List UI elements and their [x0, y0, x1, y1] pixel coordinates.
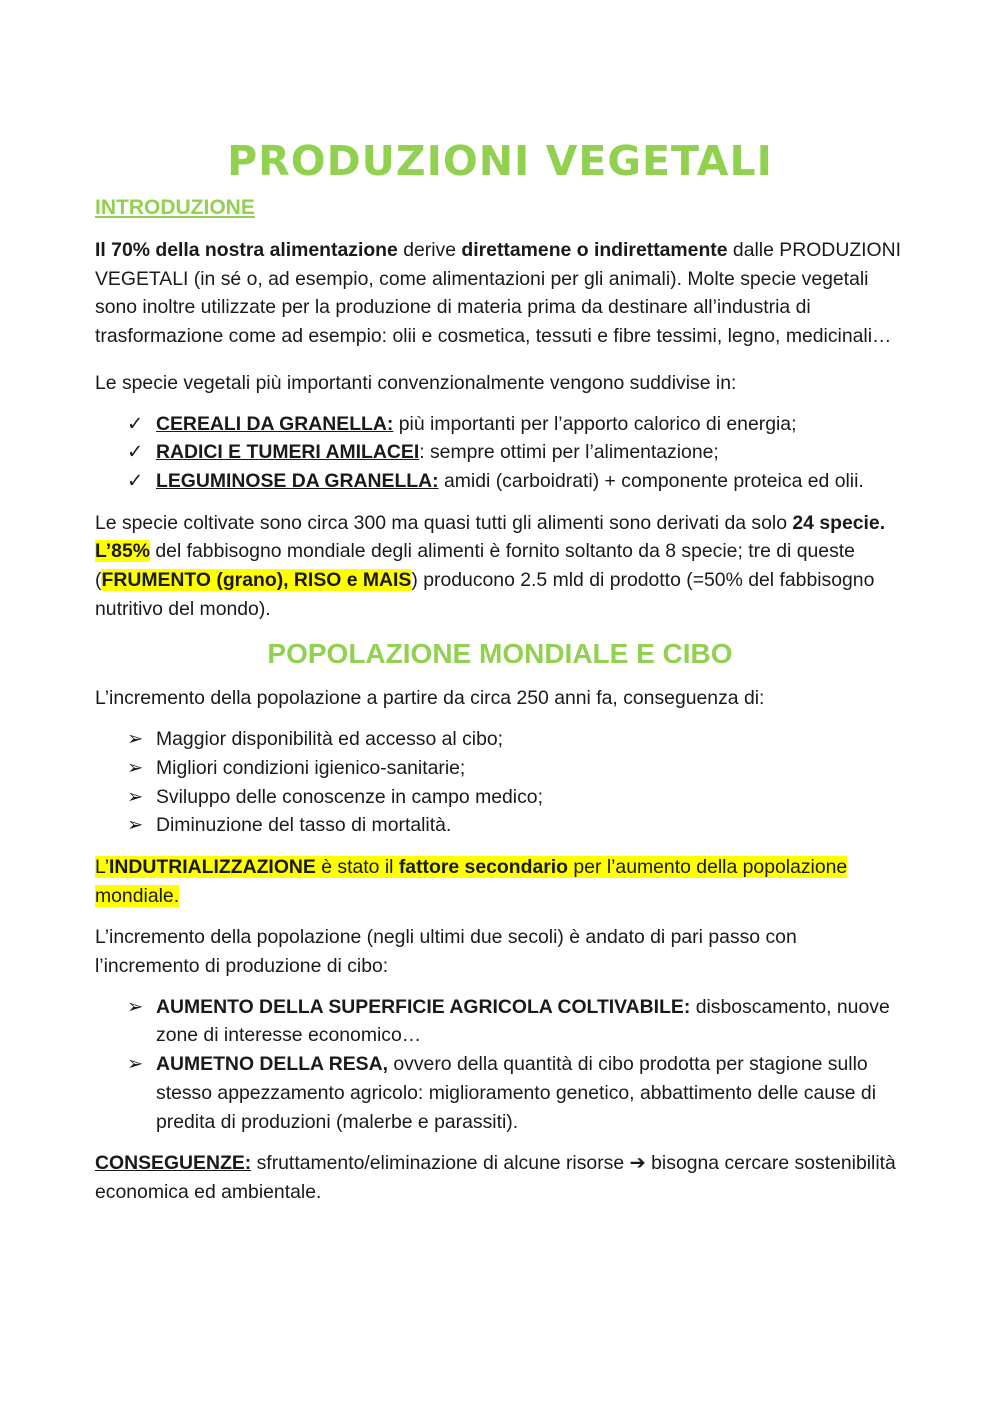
list-item-head: AUMETNO DELLA RESA, — [156, 1053, 388, 1076]
list-item-text: Migliori condizioni igienico-sanitarie; — [156, 756, 466, 779]
list-item — [127, 783, 905, 812]
highlight-crops: FRUMENTO (grano), RISO e MAIS — [101, 569, 412, 592]
arrow-bullet-icon: ➢ — [127, 995, 144, 1018]
list-item-text: disboscamento, nuove zone di interesse economico… — [156, 995, 890, 1047]
check-icon: ✓ — [127, 441, 144, 464]
list-item — [127, 993, 905, 1050]
growth-paragraph: L’incremento della popolazione (negli ultimi due secoli) è andato di pari passo con l’incremento di produzione di cibo: — [95, 926, 797, 978]
list-item-text: più importanti per l’apporto calorico di energia; — [393, 412, 797, 435]
industrial-bold-1: INDUTRIALIZZAZIONE — [109, 855, 316, 878]
list-item-text: Diminuzione del tasso di mortalità. — [156, 814, 452, 837]
check-icon: ✓ — [127, 412, 144, 435]
arrow-bullet-icon: ➢ — [127, 1053, 144, 1076]
arrow-bullet-icon: ➢ — [127, 814, 144, 837]
consequences-text: sfruttamento/eliminazione di alcune risorse ➔ bisogna cercare sostenibilità economica ed ambientale. — [95, 1152, 896, 1203]
intro-text-1: derive — [397, 239, 462, 261]
intro-heading: INTRODUZIONE — [95, 196, 255, 219]
page-title: PRODUZIONI VEGETALI — [227, 137, 773, 185]
species-intro: Le specie vegetali più importanti convenzionalmente vengono suddivise in: — [95, 371, 737, 394]
list-item-head: RADICI E TUMERI AMILACEI — [156, 441, 420, 464]
list-item-text: amidi (carboidrati) + componente proteica ed olii. — [438, 469, 864, 492]
list-item-text: Maggior disponibilità ed accesso al cibo; — [156, 728, 504, 751]
industrial-text-1: L’ — [95, 855, 110, 878]
intro-bold-2: direttamene o indirettamente — [461, 239, 728, 261]
industrial-bold-2: fattore secondario — [398, 855, 569, 878]
list-item-text: : sempre ottimi per l’alimentazione; — [419, 441, 719, 464]
check-icon: ✓ — [127, 469, 144, 492]
species-list — [95, 410, 905, 496]
intro-text-2: dalle PRODUZIONI VEGETALI (in sé o, ad esempio, come alimentazioni per gli animali). Molte specie vegetali sono inoltre utilizzate per la produzione di materia prima da destinare all’industria di trasformazione come ad esempio: olii e cosmetica, tessuti e fibre tessimi, legno, medicinali… — [95, 239, 902, 348]
list-item — [127, 754, 905, 783]
list-item — [127, 811, 905, 840]
cultivated-bold-1: 24 specie. — [792, 511, 886, 534]
industrial-paragraph — [95, 853, 905, 910]
list-item-head: AUMENTO DELLA SUPERFICIE AGRICOLA COLTIVABILE: — [156, 995, 691, 1018]
intro-bold-1: Il 70% della nostra alimentazione — [95, 239, 398, 261]
list-item-head: CEREALI DA GRANELLA: — [156, 412, 394, 435]
arrow-bullet-icon: ➢ — [127, 728, 144, 751]
cultivated-text-3: del fabbisogno mondiale degli alimenti è fornito soltanto da 8 specie; tre di queste ( — [95, 540, 855, 592]
cultivated-paragraph — [95, 509, 905, 624]
section-2-heading: POPOLAZIONE MONDIALE E CIBO — [267, 638, 733, 670]
population-intro: L’incremento della popolazione a partire da circa 250 anni fa, conseguenza di: — [95, 687, 765, 710]
list-item-head: LEGUMINOSE DA GRANELLA: — [156, 469, 439, 492]
list-item-text: ovvero della quantità di cibo prodotta per stagione sullo stesso appezzamento agricolo: miglioramento genetico, abbattimento delle cause di predita di produzioni (malerbe e parassiti). — [156, 1053, 877, 1133]
arrow-bullet-icon: ➢ — [127, 785, 144, 808]
population-list — [95, 725, 905, 840]
consequences-head: CONSEGUENZE: — [95, 1152, 252, 1175]
cultivated-text-4: ) producono 2.5 mld di prodotto (=50% del fabbisogno nutritivo del mondo). — [95, 569, 875, 620]
list-item — [127, 438, 905, 467]
consequences-paragraph — [95, 1149, 905, 1206]
highlight-85-percent: L’85% — [95, 540, 150, 563]
cultivated-text-1: Le specie coltivate sono circa 300 ma quasi tutti gli alimenti sono derivati da solo — [95, 511, 793, 534]
industrial-text-2: è stato il — [315, 855, 399, 878]
list-item — [127, 410, 905, 439]
intro-paragraph — [95, 236, 905, 351]
list-item-text: Sviluppo delle conoscenze in campo medico; — [156, 785, 543, 808]
arrow-bullet-icon: ➢ — [127, 756, 144, 779]
list-item — [127, 467, 905, 496]
growth-list — [95, 993, 905, 1137]
list-item — [127, 725, 905, 754]
list-item — [127, 1050, 905, 1136]
industrial-text-3: per l’aumento della popolazione mondiale. — [95, 855, 848, 907]
